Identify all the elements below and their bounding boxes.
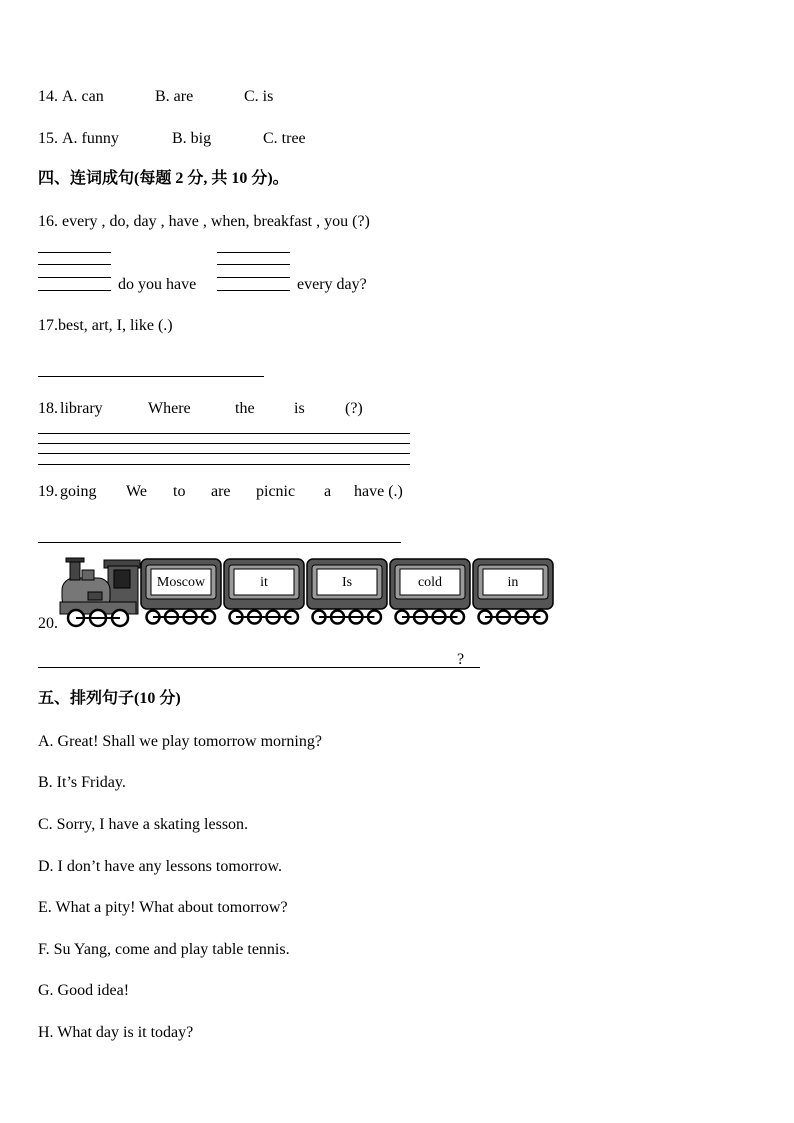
q18-word: library — [60, 400, 103, 417]
locomotive-icon — [60, 558, 140, 626]
q19-word: have (.) — [354, 483, 403, 500]
sentence-h: H. What day is it today? — [38, 1024, 194, 1041]
q18-word: is — [294, 400, 305, 417]
q20-number: 20. — [38, 615, 58, 632]
q18-word: (?) — [345, 400, 363, 417]
q19-number: 19. — [38, 483, 58, 500]
train-car — [390, 559, 470, 624]
sentence-c: C. Sorry, I have a skating lesson. — [38, 816, 249, 833]
q14-number: 14. — [38, 88, 58, 105]
q16-end-text: every day? — [297, 276, 367, 293]
section4-title: 四、连词成句(每题 2 分, 共 10 分)。 — [38, 170, 289, 187]
train-car — [141, 559, 221, 624]
train-car-word: cold — [417, 575, 443, 590]
q18-word: Where — [148, 400, 191, 417]
q16-mid-text: do you have — [118, 276, 197, 293]
q15-option-b: B. big — [172, 130, 212, 147]
q15-option-a: A. funny — [62, 130, 119, 147]
q17-answer-line — [38, 376, 264, 377]
train-car-word: it — [260, 575, 268, 590]
train-car-word: in — [507, 575, 519, 590]
q19-word: a — [324, 483, 332, 500]
train-car — [307, 559, 387, 624]
train-car — [224, 559, 304, 624]
q20-answer-line — [38, 667, 480, 668]
q14-option-b: B. are — [155, 88, 194, 105]
sentence-b: B. It’s Friday. — [38, 774, 126, 791]
q16-prompt: 16. every , do, day , have , when, breakfast , you (?) — [38, 213, 370, 230]
q14-option-c: C. is — [244, 88, 274, 105]
q19-word: going — [60, 483, 97, 500]
q18-word: the — [235, 400, 255, 417]
q19-word: are — [211, 483, 231, 500]
q19-word: picnic — [256, 483, 296, 500]
sentence-g: G. Good idea! — [38, 982, 130, 999]
train-illustration — [58, 556, 558, 630]
train-car-word: Moscow — [156, 575, 206, 590]
q19-answer-line — [38, 542, 401, 543]
sentence-e: E. What a pity! What about tomorrow? — [38, 899, 288, 916]
q20-question-mark: ? — [457, 651, 465, 668]
sentence-d: D. I don’t have any lessons tomorrow. — [38, 858, 282, 875]
q14-option-a: A. can — [62, 88, 104, 105]
q19-word: We — [126, 483, 147, 500]
section5-title: 五、排列句子(10 分) — [38, 690, 181, 707]
q17-prompt: 17.best, art, I, like (.) — [38, 317, 173, 334]
q19-word: to — [173, 483, 186, 500]
q18-number: 18. — [38, 400, 58, 417]
q15-option-c: C. tree — [263, 130, 306, 147]
sentence-f: F. Su Yang, come and play table tennis. — [38, 941, 290, 958]
sentence-a: A. Great! Shall we play tomorrow morning? — [38, 733, 322, 750]
q15-number: 15. — [38, 130, 58, 147]
train-car-word: Is — [341, 575, 353, 590]
train-car — [473, 559, 553, 624]
